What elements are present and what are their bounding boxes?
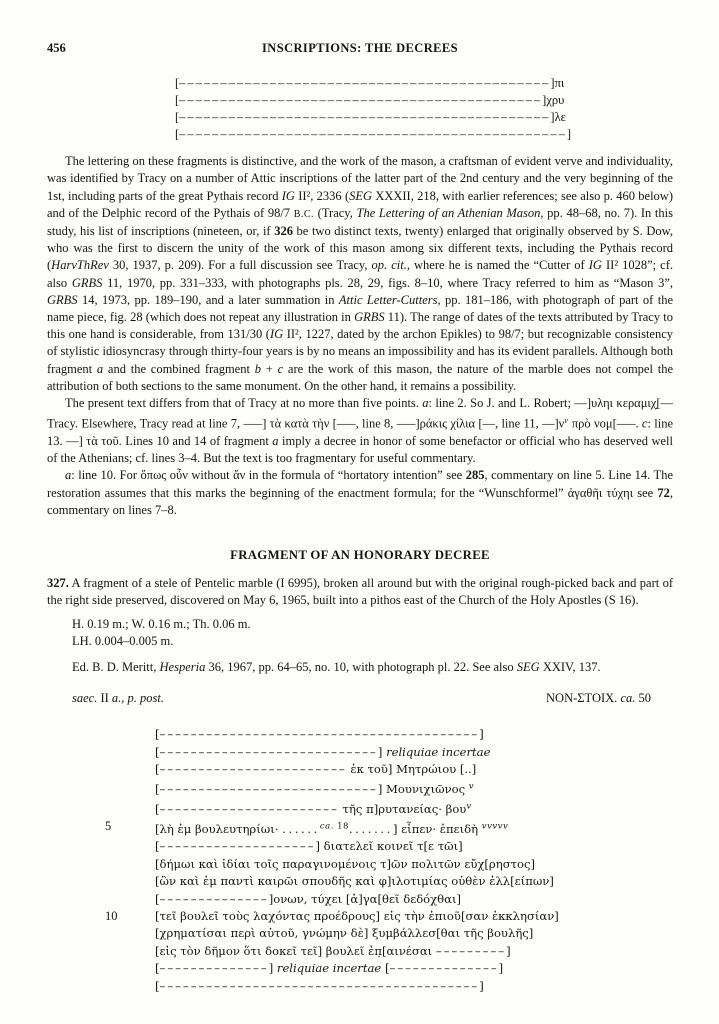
edition-line: Ed. B. D. Meritt, Hesperia 36, 1967, pp. 64–65, no. 10, with photograph pl. 22. See also SEG XXIV, 137.: [72, 659, 601, 674]
greek-line: [155, 838, 673, 855]
page-header: [47, 40, 673, 57]
paragraph-text-differences: The present text differs from that of Tracy at no more than five points. a: line 2. So J. and L. Robert; ––]υληι κεραμιχ̣[–– Tracy. Elsewhere, Tracy read at line 7, –––] τὰ κατὰ τὴν [–––, line 8, –––]ράκις χίλια [––, line 11, $--]\nu^v$ πρὸ νομ[–––. c: line 13. ––] τὰ τοῦ. Lines 10 and 14 of fragment a imply a decree in honor of some benefactor or official who has deserved well of the Athenians; cf. lines 3–4. But the text is too fragmentary for useful commentary.: [47, 396, 674, 466]
greek-line-text: [τεῖ βουλεῖ τοὺς λαχόντας προέδρους] εἰς τὴν ἐπιοῦ[σαν ἐκκλησίαν]: [155, 908, 559, 923]
greek-line-text: [δήμωι καὶ ἰδίαι τοῖς παραγινομένοις τ]ῶν πολιτῶν εὔχ[ρηστος]: [155, 856, 536, 871]
greek-line-text: [–––––––––––––––––––––––– ἐκ τοῦ] Μητρώιου [..]: [155, 762, 477, 777]
running-head: INSCRIPTIONS: THE DECREES: [262, 41, 458, 55]
greek-line-text: [––––––––––––––]ονων, τύχει [ἀ]γα[θεῖ δεδόχθαι]: [155, 891, 462, 906]
paragraph-lettering-discussion: The lettering on these fragments is distinctive, and the work of the mason, a craftsman of evident verve and individuality, was identified by Tracy on a number of Attic inscriptions of the latter part of the 2nd century and the very beginning of the 1st, including parts of the great Pythais record IG II², 2336 (SEG XXXII, 218, with earlier references; see also p. 460 below) and of the Delphic record of the Pythais of 98/7 B.C. (Tracy, The Lettering of an Athenian Mason, pp. 48–68, no. 7). In this study, his list of inscriptions (nineteen, or, if 326 be two distinct texts, twenty) enlarged that originally observed by S. Dow, who was the first to discern the unity of the work of this mason among six different texts, including the Pythais record (HarvThRev 30, 1937, p. 209). For a full discussion see Tracy, op. cit., where he is named the “Cutter of IG II² 1028”; cf. also GRBS 11, 1970, pp. 331–333, with photographs pls. 28, 29, figs. 8–10, where Tracy referred to him as “Mason 3”, GRBS 14, 1973, pp. 189–190, and a later summation in Attic Letter-Cutters, pp. 181–186, with photograph of part of the name piece, fig. 28 (which does not repeat any illustration in GRBS 11). The range of dates of the texts attributed by Tracy to this one hand is considerable, from 131/30 (IG II², 1227, dated by the archon Epikles) to 98/7; but recognizable consistency of stylistic idiosyncrasy through thirty-four years is by no means an impossibility and has its evident parallels. Although both fragment a and the combined fragment b + c are the work of this mason, the nature of the marble does not compel the attribution of both sections to the same monument. On the other hand, it remains a possibility.: [47, 154, 674, 393]
greek-line: [155, 761, 673, 778]
greek-line-text: [––––––––––––––––––––––– τῆς π]ρυτανείας· βου$^v$: [155, 801, 472, 817]
letter-height-line: LH. 0.004–0.005 m.: [72, 633, 174, 648]
fragment-line: [–––––––––––––––––––––––––––––––––––––––––––––––]: [175, 127, 572, 142]
greek-line: [155, 943, 673, 960]
paragraph-commentary: a: line 10. For ὅπως οὖν without ἄν in the formula of “hortatory intention” see 285, commentary on line 5. Line 14. The restoration assumes that this marks the beginning of the enactment formula; for the “Wunschformel” ἀγαθῆι τύχηι see 72, commentary on lines 7–8.: [47, 468, 673, 517]
greek-line: [155, 744, 673, 761]
fragment-line: [––––––––––––––––––––––––––––––––––––––––––––]χρυ: [175, 93, 565, 108]
greek-line-text: [–––––––––––––––––––––––––––––––––––––––––]: [155, 978, 484, 993]
greek-line: [155, 978, 673, 995]
greek-line: [155, 726, 673, 743]
greek-line: [105, 818, 673, 838]
dateline-date: saec. II a., p. post.: [72, 691, 165, 706]
greek-line: [155, 891, 673, 908]
greek-line-text: [εἰς τὸν δῆμον ὅτι δοκεῖ τεῖ] βουλεῖ ἐπ̣[αινέσαι –––––––––]: [155, 943, 511, 958]
greek-line: [155, 799, 673, 819]
greek-line-text: [––––––––––––––––––––––––––––] Μουνιχιῶνος $^v$: [155, 781, 475, 797]
top-fragment-block: [175, 75, 673, 143]
greek-line: [155, 925, 673, 942]
page-number: 456: [47, 41, 66, 55]
greek-line: [155, 873, 673, 890]
dimensions-line: H. 0.19 m.; W. 0.16 m.; Th. 0.06 m.: [72, 616, 251, 631]
line-number: 5: [105, 819, 112, 834]
greek-line-text: [––––––––––––––––––––––––––––] reliquiae incertae: [155, 744, 491, 759]
greek-line: [155, 960, 673, 977]
greek-line: [155, 779, 673, 799]
dateline: [47, 690, 673, 707]
greek-line-text: [ὢν καὶ ἐμ παντὶ καιρῶι σπουδῆς καὶ φ]ιλοτιμίας οὐθὲν ἐλλ[είπων]: [155, 874, 554, 889]
greek-line-text: [––––––––––––––––––––] διατελεῖ κοινεῖ τ[ε τῶι]: [155, 839, 463, 854]
fragment-line: [–––––––––––––––––––––––––––––––––––––––––––––]πι: [175, 76, 565, 91]
line-number: 10: [105, 908, 118, 923]
greek-line-text: [––––––––––––––] reliquiae incertae [––––––––––––––]: [155, 961, 504, 976]
greek-text-block: [47, 726, 673, 995]
greek-line-text: [χρηματίσαι περὶ αὐτοῦ, γνώμην δὲ] ξυμβάλλεσ[θαι τῆς βουλῆς]: [155, 926, 534, 941]
greek-line-text: [–––––––––––––––––––––––––––––––––––––––––]: [155, 727, 484, 742]
greek-line: [105, 908, 673, 925]
greek-line: [155, 856, 673, 873]
section-heading: FRAGMENT OF AN HONORARY DECREE: [230, 547, 490, 562]
entry-description: 327. A fragment of a stele of Pentelic marble (I 6995), broken all around but with the original rough-picked back and part of the right side preserved, discovered on May 6, 1965, built into a pithos east of the Church of the Holy Apostles (S 16).: [47, 576, 673, 608]
fragment-line: [–––––––––––––––––––––––––––––––––––––––––––––]λε: [175, 110, 566, 125]
greek-line-text: [λὴ ἐμ βουλευτηρίωι· ......$^{ca.}$ $^{18}$.......] εἶπεν· ἐπειδὴ $^{vvvvv}$: [155, 821, 509, 836]
dateline-layout-note: NON-ΣΤΟΙΧ. ca. 50: [546, 691, 651, 706]
